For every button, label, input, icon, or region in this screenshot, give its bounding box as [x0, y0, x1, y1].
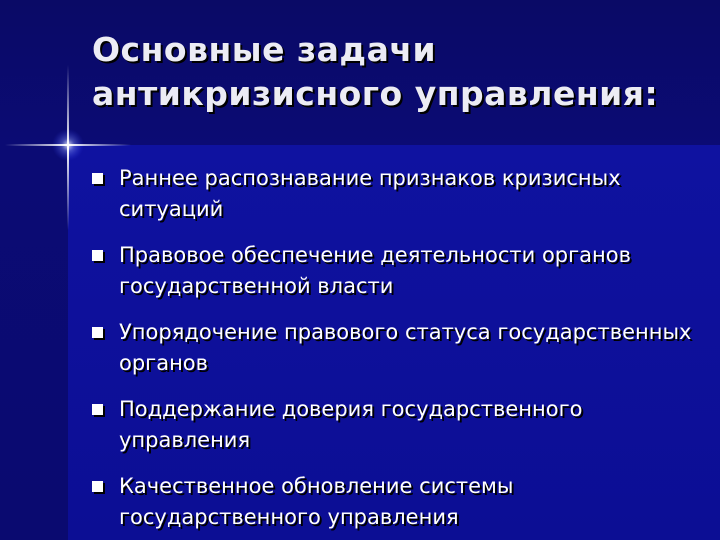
bullet-text: Раннее распознавание признаков кризисных ситуаций	[119, 166, 621, 221]
square-bullet-icon	[92, 327, 103, 338]
bullet-item	[92, 240, 692, 302]
square-bullet-icon	[92, 250, 103, 261]
square-bullet-icon	[92, 404, 103, 415]
bullet-item	[92, 163, 692, 225]
square-bullet-icon	[92, 481, 103, 492]
bullet-text: Поддержание доверия государственного управления	[119, 397, 583, 452]
bullet-list	[92, 163, 692, 540]
bullet-item	[92, 394, 692, 456]
slide-title: Основные задачи антикризисного управления:	[92, 30, 659, 113]
bullet-text: Правовое обеспечение деятельности органов государственной власти	[119, 243, 631, 298]
bullet-item	[92, 317, 692, 379]
bullet-text: Качественное обновление системы государственного управления	[119, 474, 514, 529]
bullet-item	[92, 471, 692, 533]
bullet-text: Упорядочение правового статуса государственных органов	[119, 320, 692, 375]
square-bullet-icon	[92, 173, 103, 184]
